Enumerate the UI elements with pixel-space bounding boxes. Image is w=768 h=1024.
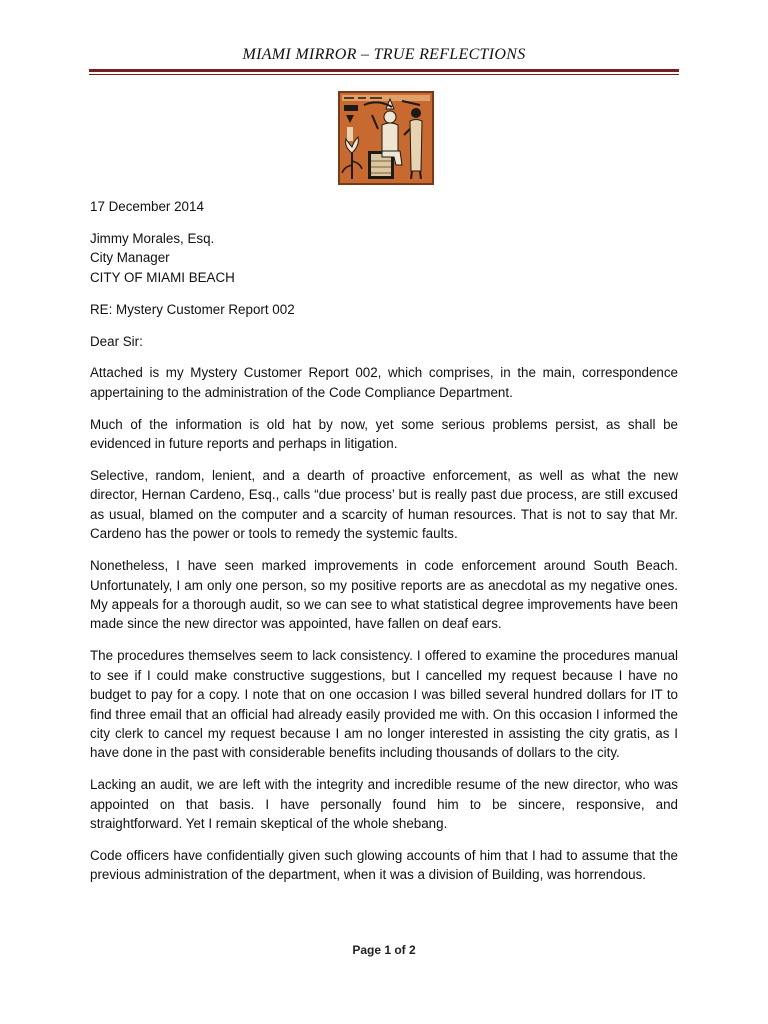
recipient-name: Jimmy Morales, Esq. [90, 230, 215, 246]
recipient-address [90, 229, 678, 287]
letter-paragraph-5: The procedures themselves seem to lack consistency. I offered to examine the procedures manual to see if I could make constructive suggestions, but I cancelled my request because I have no budget to pay for a copy. I note that on one occasion I was billed several hundred dollars for IT to find three email that an official had already easily provided me with. On this occasion I informed the city clerk to cancel my request because I am no longer interested in assisting the city gratis, as I have done in the past with considerable benefits including thousands of dollars to the city. [90, 648, 678, 761]
recipient-title: City Manager [90, 250, 170, 266]
letter-body [90, 197, 678, 897]
header-rule-thick [89, 69, 679, 72]
letter-paragraph-7: Code officers have confidentially given such glowing accounts of him that I had to assume that the previous administration of the department, when it was a division of Building, was horrendous. [90, 847, 678, 883]
letter-paragraph-4: Nonetheless, I have seen marked improvements in code enforcement around South Beach. Unfortunately, I am only one person, so my positive reports are as anecdotal as my negative ones. My appeals for a thorough audit, so we can see to what statistical degree improvements have been made since the new director was appointed, have fallen on deaf ears. [90, 558, 678, 632]
letter-date: 17 December 2014 [90, 199, 204, 214]
letter-paragraph-1: Attached is my Mystery Customer Report 002, which comprises, in the main, correspondence appertaining to the administration of the Code Compliance Department. [90, 365, 678, 400]
header-rule-thin [89, 74, 679, 75]
letter-paragraph-6: Lacking an audit, we are left with the integrity and incredible resume of the new director, who was appointed on that basis. I have personally found him to be sincere, responsive, and straightforward. Yet I remain skeptical of the whole shebang. [90, 777, 678, 832]
page-header-title: MIAMI MIRROR – TRUE REFLECTIONS [242, 46, 526, 63]
letter-paragraph-2: Much of the information is old hat by now, yet some serious problems persist, as shall be evidenced in future reports and perhaps in litigation. [90, 416, 678, 452]
page-number-footer: Page 1 of 2 [352, 943, 416, 957]
letter-subject: RE: Mystery Customer Report 002 [90, 301, 295, 317]
letter-salutation: Dear Sir: [90, 333, 143, 349]
egyptian-papyrus-emblem [338, 91, 434, 185]
recipient-organization: CITY OF MIAMI BEACH [90, 269, 235, 285]
letter-paragraph-3: Selective, random, lenient, and a dearth of proactive enforcement, as well as what the new director, Hernan Cardeno, Esq., calls “due process’ but is really past due process, are still excused as usual, blamed on the computer and a scarcity of human resources. That is not to say that Mr. Cardeno has the power or tools to remedy the systemic faults. [90, 468, 678, 542]
